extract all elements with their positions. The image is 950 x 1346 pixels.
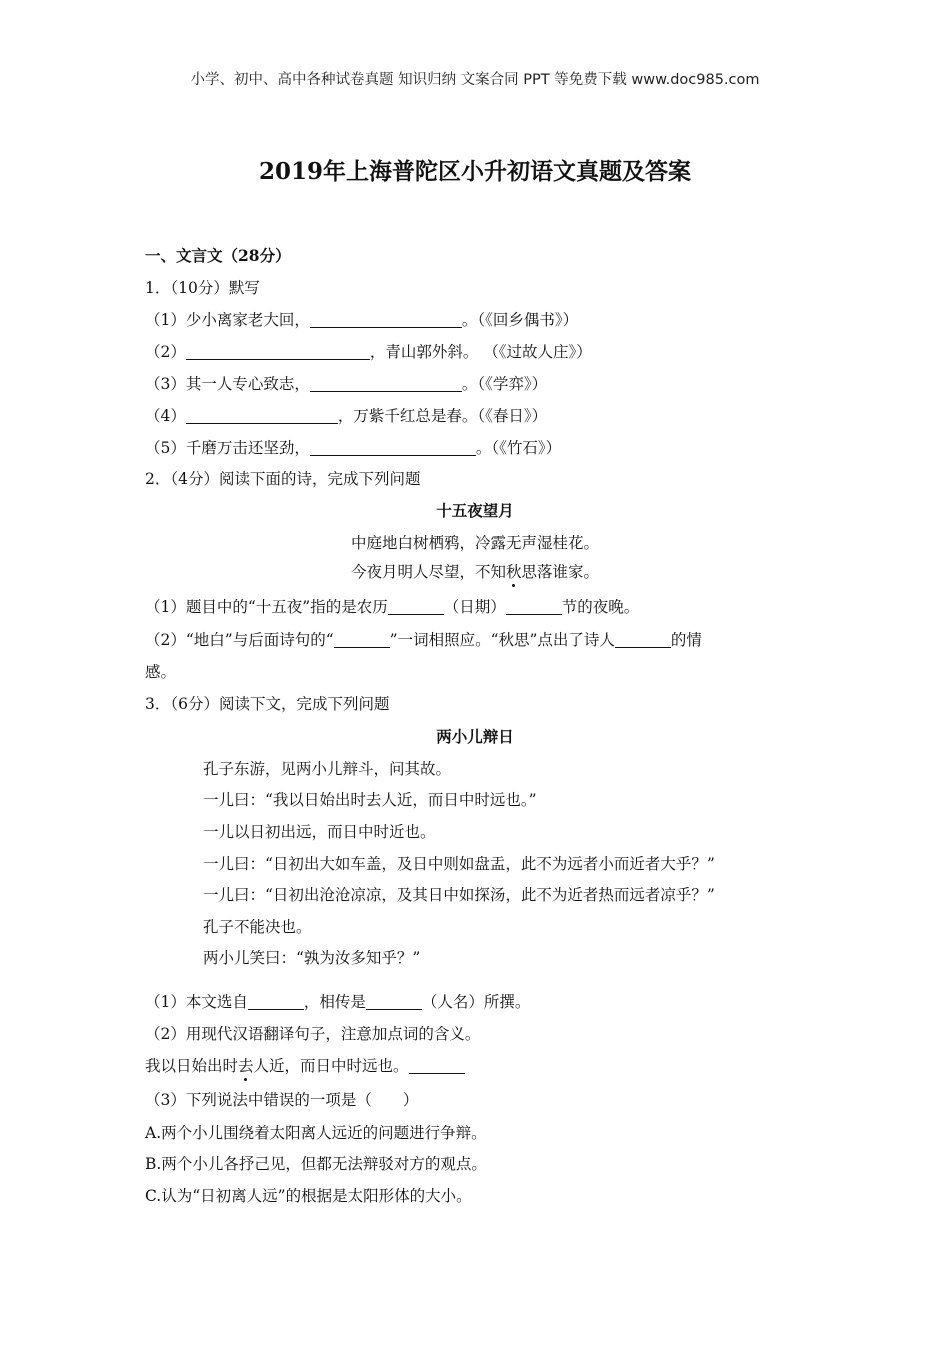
passage-title: 两小儿辩日 (436, 727, 514, 746)
poem-line-2-a: 今夜月明人尽望，不知 (350, 563, 506, 581)
passage-line-4: 一儿曰：“日初出大如车盖，及日中则如盘盂，此不为远者小而近者大乎？” (203, 855, 715, 873)
q1-item-2-blank[interactable] (186, 343, 370, 360)
question-3-heading: 3．（6分）阅读下文，完成下列问题 (145, 695, 390, 713)
page-title: 2019年上海普陀区小升初语文真题及答案 (258, 158, 691, 185)
q3-sub-1-text-a: （1）本文选自 (145, 993, 248, 1011)
q2-sub-1-text-b: （日期） (443, 598, 506, 616)
passage-line-6: 孔子不能决也。 (203, 918, 312, 936)
q3-sub-1-blank-1[interactable] (248, 993, 304, 1010)
q1-item-2 (145, 342, 592, 362)
q1-item-3 (145, 374, 547, 394)
q1-item-2-post: ，青山郭外斜。 （《过故人庄》） (369, 343, 592, 361)
passage-line-5: 一儿曰：“日初出沧沧凉凉，及其日中如探汤，此不为近者热而远者凉乎？” (203, 886, 715, 904)
q1-item-1-post: 。（《回乡偶书》） (461, 311, 579, 329)
q2-sub-2 (145, 630, 702, 650)
q1-item-5-pre: （5）千磨万击还坚劲， (145, 439, 310, 457)
q2-sub-1-blank-2[interactable] (506, 598, 562, 615)
q2-sub-2-text-c: 的情 (670, 631, 702, 649)
q3-sub-1-text-b: ，相传是 (303, 993, 366, 1011)
q1-item-1 (145, 310, 578, 330)
q1-item-4-pre: （4） (145, 407, 186, 425)
q3-sub-1-blank-2[interactable] (366, 993, 422, 1010)
q3-sub-1-text-c: （人名）所撰。 (421, 993, 531, 1011)
q1-item-1-pre: （1）少小离家老大回， (145, 311, 310, 329)
q1-item-5 (145, 438, 561, 458)
q1-item-2-pre: （2） (145, 343, 186, 361)
q3-sub-1 (145, 992, 530, 1012)
section-heading: 一、文言文（28分） (145, 246, 291, 265)
poem-title: 十五夜望月 (436, 501, 514, 520)
option-a[interactable]: A.两个小儿围绕着太阳离人远近的问题进行争辩。 (145, 1124, 487, 1142)
q1-item-4-blank[interactable] (186, 407, 338, 424)
q3-sentence-a: 我以日始出时 (145, 1057, 239, 1075)
q1-item-3-blank[interactable] (310, 375, 462, 392)
q3-sub-3: （3）下列说法中错误的一项是（ ） (145, 1091, 419, 1109)
q3-sub-2-sentence (145, 1056, 465, 1076)
option-b[interactable]: B.两个小儿各抒己见，但都无法辩驳对方的观点。 (145, 1155, 487, 1173)
q1-item-5-post: 。（《竹石》） (475, 439, 562, 457)
q1-item-5-blank[interactable] (310, 439, 476, 456)
question-2-heading: 2．（4分）阅读下面的诗，完成下列问题 (145, 470, 421, 488)
q2-sub-1-text-c: 节的夜晚。 (561, 598, 640, 616)
poem-line-1: 中庭地白树栖鸦，冷露无声湿桂花。 (350, 534, 599, 552)
question-1-heading: 1．（10分）默写 (145, 279, 260, 297)
passage-line-2: 一儿曰：“我以日始出时去人近，而日中时远也。” (203, 791, 537, 809)
q1-item-3-post: 。（《学弈》） (461, 375, 548, 393)
q2-sub-2-text-b: ”一词相照应。“秋思”点出了诗人 (389, 631, 615, 649)
passage-line-1: 孔子东游，见两小儿辩斗，问其故。 (203, 760, 452, 778)
q1-item-1-blank[interactable] (310, 311, 462, 328)
page-header: 小学、初中、高中各种试卷真题 知识归纳 文案合同 PPT 等免费下载 www.doc985.com (190, 72, 760, 88)
passage-line-3: 一儿以日初出远，而日中时近也。 (203, 823, 436, 841)
poem-line-2-b: 思落谁家。 (521, 563, 600, 581)
emphasis-dot-char: 秋 (505, 563, 522, 581)
emphasis-dot-char: 去 (238, 1057, 254, 1075)
q1-item-3-pre: （3）其一人专心致志， (145, 375, 310, 393)
q2-sub-2-continued: 感。 (145, 663, 177, 681)
q2-sub-1-blank-1[interactable] (388, 598, 444, 615)
q1-item-4 (145, 406, 547, 426)
q3-sub-2-blank[interactable] (409, 1057, 465, 1074)
option-c[interactable]: C.认为“日初离人远”的根据是太阳形体的大小。 (145, 1187, 472, 1205)
q3-sentence-b: 人近，而日中时远也。 (253, 1057, 409, 1075)
q2-sub-2-text-a: （2）“地白”与后面诗句的“ (145, 631, 334, 649)
passage-line-7: 两小儿笑曰：“孰为汝多知乎？” (203, 949, 421, 967)
q2-sub-1 (145, 597, 639, 617)
q1-item-4-post: ，万紫千红总是春。（《春日》） (337, 407, 548, 425)
q2-sub-2-blank-2[interactable] (615, 631, 671, 648)
q2-sub-2-blank-1[interactable] (334, 631, 390, 648)
q2-sub-1-text-a: （1）题目中的“十五夜”指的是农历 (145, 598, 388, 616)
poem-line-2 (0, 562, 950, 582)
q3-sub-2: （2）用现代汉语翻译句子，注意加点词的含义。 (145, 1025, 481, 1043)
